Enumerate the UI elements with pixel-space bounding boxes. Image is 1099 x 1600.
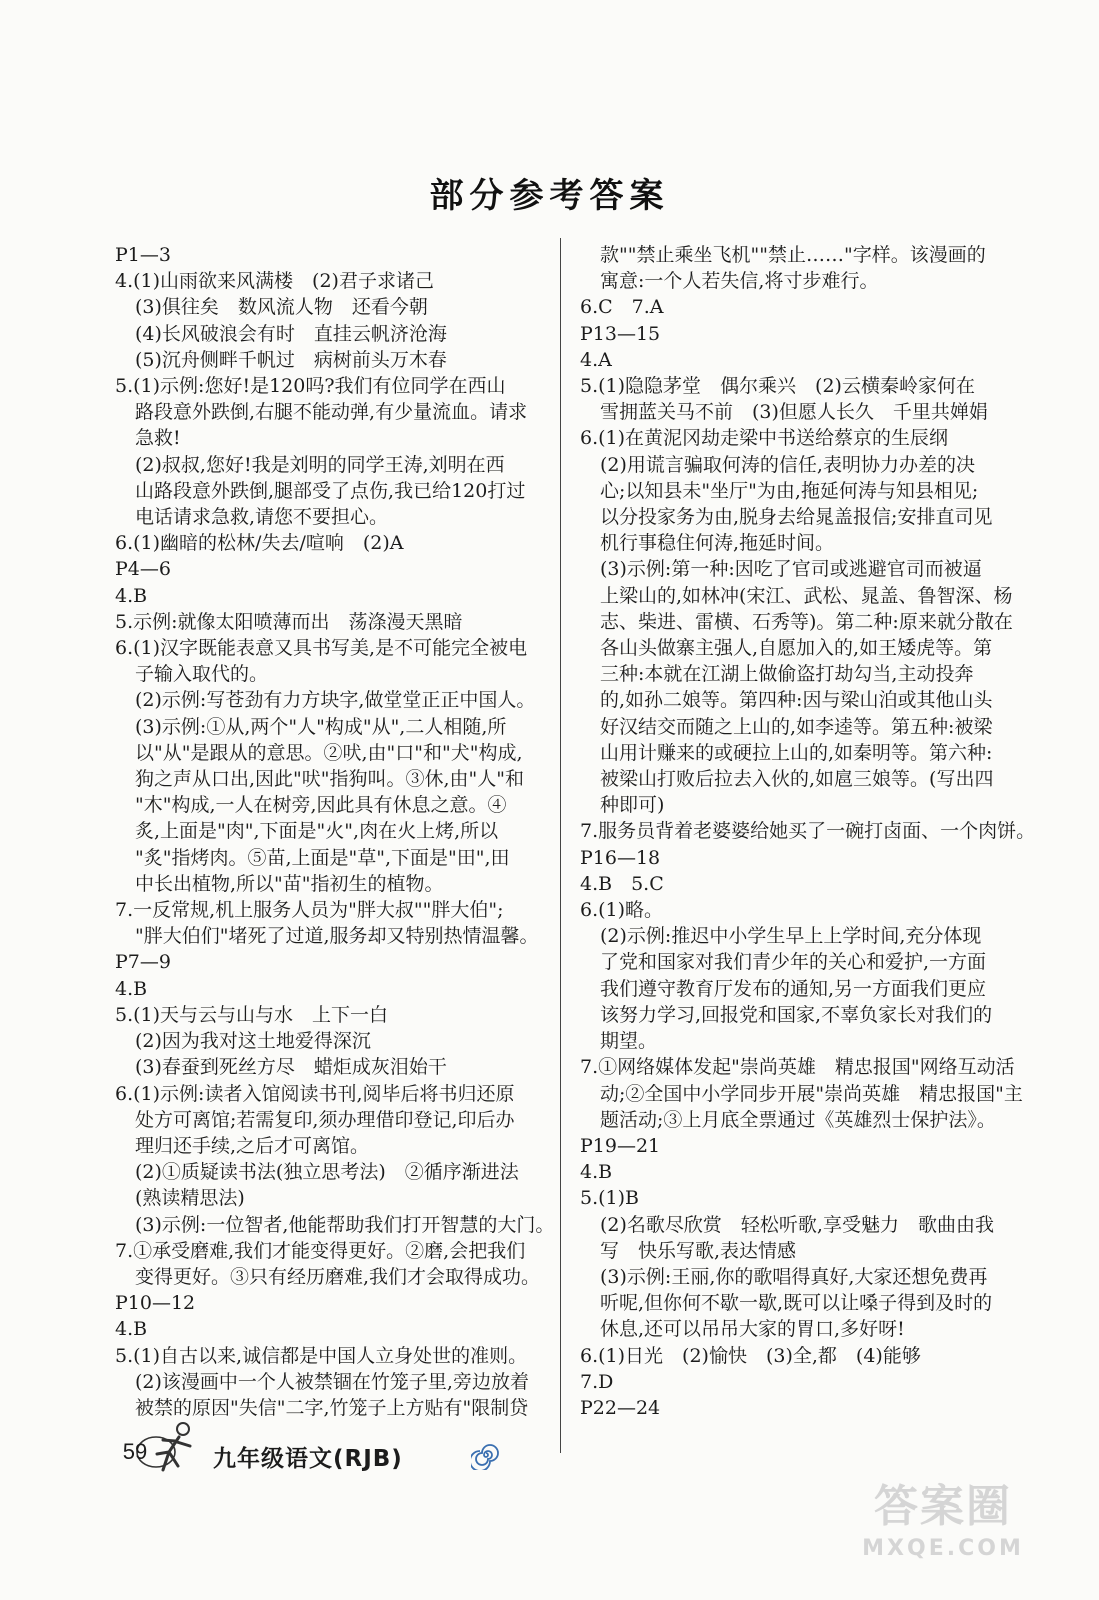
answer-line: 以分投家务为由,脱身去给晁盖报信;安排直司见 <box>600 506 993 529</box>
answer-line: 6.(1)汉字既能表意又具书写美,是不可能完全被电 <box>115 637 528 660</box>
answer-line: 5.示例:就像太阳喷薄而出 荡涤漫天黑暗 <box>115 610 463 633</box>
answer-line: P13—15 <box>580 322 661 345</box>
answer-line: 三种:本就在江湖上做偷盗打劫勾当,主动投奔 <box>600 663 974 686</box>
answer-line: 4.B 5.C <box>580 872 664 895</box>
answer-line: (5)沉舟侧畔千帆过 病树前头万木春 <box>135 348 447 371</box>
answer-line: (熟读精思法) <box>135 1187 245 1210</box>
answer-line: 6.(1)幽暗的松林/失去/喧响 (2)A <box>115 532 404 555</box>
answer-line: (2)因为我对这土地爱得深沉 <box>135 1030 371 1053</box>
answer-line: 路段意外跌倒,右腿不能动弹,有少量流血。请求 <box>135 401 528 424</box>
answer-line: 4.(1)山雨欲来风满楼 (2)君子求诸己 <box>115 270 434 293</box>
answer-line: (2)①质疑读书法(独立思考法) ②循序渐进法 <box>135 1161 519 1184</box>
answer-line: (2)用谎言骗取何涛的信任,表明协力办差的决 <box>600 453 975 476</box>
answer-line: 4.B <box>580 1161 613 1184</box>
answer-line: (3)示例:①从,两个"人"构成"从",二人相随,所 <box>135 715 507 738</box>
answer-line: 的,如孙二娘等。第四种:因与梁山泊或其他山头 <box>600 689 993 712</box>
answer-line: 期望。 <box>600 1030 658 1053</box>
answer-line: P19—21 <box>580 1134 661 1157</box>
page-footer <box>115 1426 535 1476</box>
answer-line: 6.(1)略。 <box>580 899 664 922</box>
answer-line: 处方可离馆;若需复印,须办理借印登记,印后办 <box>135 1108 515 1131</box>
answer-line: (4)长风破浪会有时 直挂云帆济沧海 <box>135 322 447 345</box>
answer-line: 听呢,但你何不歇一歇,既可以让嗓子得到及时的 <box>600 1292 993 1315</box>
answer-line: (3)示例:第一种:因吃了官司或逃避官司而被逼 <box>600 558 982 581</box>
answer-line: 7.一反常规,机上服务人员为"胖大叔""胖大伯"; <box>115 899 504 922</box>
answer-line: 7.①网络媒体发起"崇尚英雄 精忠报国"网络互动活 <box>580 1056 1015 1079</box>
answer-line: 7.服务员背着老婆婆给她买了一碗打卤面、一个肉饼。 <box>580 820 1036 843</box>
answer-line: 山路段意外跌倒,腿部受了点伤,我已给120打过 <box>135 479 526 502</box>
answer-line: (3)示例:一位智者,他能帮助我们打开智慧的大门。 <box>135 1213 555 1236</box>
left-column <box>115 242 555 1421</box>
answer-line: 被禁的原因"失信"二字,竹笼子上方贴有"限制贷 <box>135 1396 529 1419</box>
answer-line: 款""禁止乘坐飞机""禁止……"字样。该漫画的 <box>600 244 986 266</box>
answer-line: P22—24 <box>580 1396 661 1419</box>
answer-line: 被梁山打败后拉去入伙的,如扈三娘等。(写出四 <box>600 768 994 791</box>
answer-line: P4—6 <box>115 558 171 581</box>
answer-line: 4.B <box>115 977 148 1000</box>
answer-line: (2)名歌尽欣赏 轻松听歌,享受魅力 歌曲由我 <box>600 1213 994 1236</box>
answer-line: 变得更好。③只有经历磨难,我们才会取得成功。 <box>135 1265 541 1288</box>
answer-line: 志、柴进、雷横、石秀等)。第二种:原来就分散在 <box>600 610 1013 633</box>
answer-line: P7—9 <box>115 951 171 974</box>
answer-line: 子输入取代的。 <box>135 663 269 686</box>
answer-line: (2)示例:写苍劲有力方块字,做堂堂正正中国人。 <box>135 689 536 712</box>
right-column <box>580 242 1036 1421</box>
answer-line: 4.B <box>115 584 148 607</box>
answer-line: (2)叔叔,您好!我是刘明的同学王涛,刘明在西 <box>135 453 505 476</box>
answer-line: 山用计赚来的或硬拉上山的,如秦明等。第六种: <box>600 741 993 764</box>
answer-line: "胖大伯们"堵死了过道,服务却又特别热情温馨。 <box>135 925 539 948</box>
watermark-url: MXQE.COM <box>862 1536 1024 1561</box>
answer-line: 了党和国家对我们青少年的关心和爱护,一方面 <box>600 951 987 974</box>
book-title: 九年级语文(RJB) <box>213 1446 403 1472</box>
answer-line: 以"从"是跟从的意思。②吠,由"口"和"犬"构成, <box>135 741 523 764</box>
answer-line: 5.(1)B <box>580 1187 640 1210</box>
answer-line: (3)春蚕到死丝方尽 蜡炬成灰泪始干 <box>135 1056 447 1079</box>
answer-line: 电话请求急救,请您不要担心。 <box>135 506 389 529</box>
answer-line: 4.A <box>580 348 612 371</box>
answer-line: 狗之声从口出,因此"吠"指狗叫。③休,由"人"和 <box>135 768 525 791</box>
answer-line: P16—18 <box>580 846 661 869</box>
spiral-icon <box>471 1440 501 1470</box>
answer-line: 6.(1)在黄泥冈劫走梁中书送给蔡京的生辰纲 <box>580 427 949 450</box>
answer-line: 4.B <box>115 1318 148 1341</box>
answer-line: 7.D <box>580 1370 614 1393</box>
page-title: 部分参考答案 <box>429 176 670 216</box>
answer-line: 6.(1)示例:读者入馆阅读书刊,阅毕后将书归还原 <box>115 1082 515 1105</box>
answer-line: 好汉结交而随之上山的,如李逵等。第五种:被梁 <box>600 715 993 738</box>
answer-line: 7.①承受磨难,我们才能变得更好。②磨,会把我们 <box>115 1239 526 1262</box>
answer-line: 我们遵守教育厅发布的通知,另一方面我们更应 <box>600 977 987 1000</box>
answer-line: 心;以知县未"坐厅"为由,拖延何涛与知县相见; <box>600 479 979 502</box>
answer-line: 中长出植物,所以"苗"指初生的植物。 <box>135 872 444 895</box>
answer-line: 休息,还可以吊吊大家的胃口,多好呀! <box>600 1318 905 1341</box>
answer-line: 各山头做寨主强人,自愿加入的,如王矮虎等。第 <box>600 637 993 660</box>
answer-line: 机行事稳住何涛,拖延时间。 <box>600 532 835 555</box>
answer-line: 5.(1)隐隐茅堂 偶尔乘兴 (2)云横秦岭家何在 <box>580 375 975 398</box>
answer-line: 6.(1)日光 (2)愉快 (3)全,都 (4)能够 <box>580 1344 921 1367</box>
answer-line: "炙"指烤肉。⑤苗,上面是"草",下面是"田",田 <box>135 846 510 869</box>
answer-line: 5.(1)天与云与山与水 上下一白 <box>115 1003 389 1026</box>
answer-line: 急救! <box>135 427 181 450</box>
answer-line: 上梁山的,如林冲(宋江、武松、晁盖、鲁智深、杨 <box>600 584 1013 607</box>
answer-line: 理归还手续,之后才可离馆。 <box>135 1134 370 1157</box>
answer-line: 炙,上面是"肉",下面是"火",肉在火上烤,所以 <box>135 820 499 843</box>
answer-line: 6.C 7.A <box>580 296 664 319</box>
answer-line: (2)示例:推迟中小学生早上上学时间,充分体现 <box>600 925 982 948</box>
answer-line: 种即可) <box>600 794 665 817</box>
answer-line: 雪拥蓝关马不前 (3)但愿人长久 千里共婵娟 <box>600 401 988 424</box>
answer-line: 该努力学习,回报党和国家,不辜负家长对我们的 <box>600 1003 993 1026</box>
answer-line: 5.(1)自古以来,诚信都是中国人立身处世的准则。 <box>115 1344 528 1367</box>
watermark <box>848 1478 1038 1588</box>
answer-line: "木"构成,一人在树旁,因此具有休息之意。④ <box>135 794 507 817</box>
answer-line: (2)该漫画中一个人被禁锢在竹笼子里,旁边放着 <box>135 1370 529 1393</box>
watermark-text: 答案圈 <box>874 1481 1012 1532</box>
answer-line: 5.(1)示例:您好!是120吗?我们有位同学在西山 <box>115 375 506 398</box>
answer-line: 寓意:一个人若失信,将寸步难行。 <box>600 270 879 293</box>
answer-line: 题活动;③上月底全票通过《英雄烈士保护法》。 <box>600 1108 996 1131</box>
answer-line: (3)示例:王丽,你的歌唱得真好,大家还想免费再 <box>600 1265 988 1288</box>
answer-line: 写 快乐写歌,表达情感 <box>600 1239 797 1262</box>
answer-line: 动;②全国中小学同步开展"崇尚英雄 精忠报国"主 <box>600 1082 1023 1105</box>
answer-line: (3)俱往矣 数风流人物 还看今朝 <box>135 296 428 319</box>
column-divider <box>560 238 561 1453</box>
page-number: 59 <box>122 1439 148 1464</box>
answer-line: P10—12 <box>115 1292 196 1315</box>
answer-line: P1—3 <box>115 244 171 266</box>
